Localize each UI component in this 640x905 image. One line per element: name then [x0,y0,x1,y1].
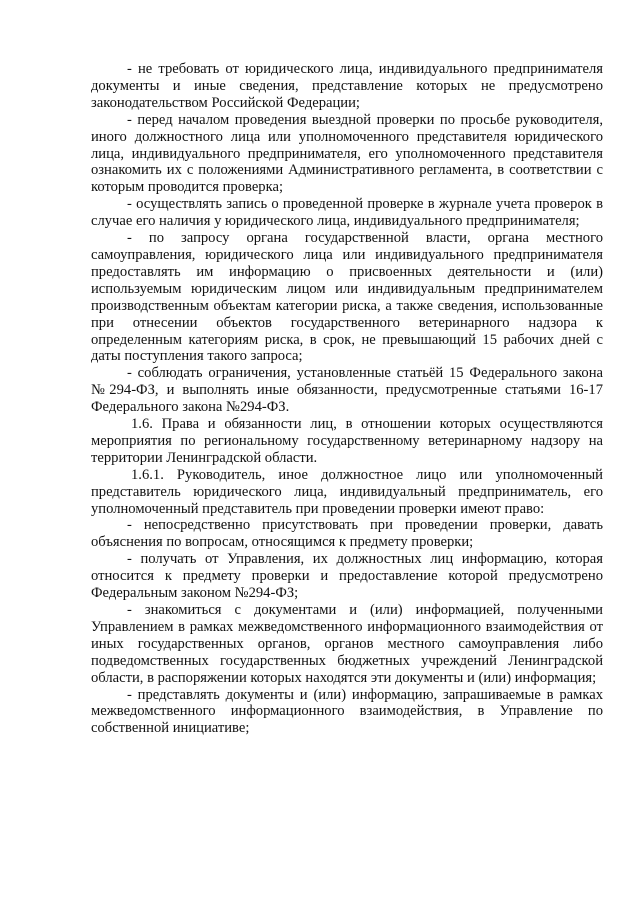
right-be-present: - непосредственно присутствовать при проведении проверки, давать объяснения по вопросам, относящимся к предмету проверки; [91,517,603,551]
obligation-no-extra-documents: - не требовать от юридического лица, индивидуального предпринимателя документы и иные сведения, представление которых не предусмотрено законодательством Российской Федерации; [91,61,603,111]
document-page [91,61,603,737]
section-1-6-heading: 1.6. Права и обязанности лиц, в отношении которых осуществляются мероприятия по региональному государственному ветеринарному надзору на территории Ленинградской области. [91,416,603,466]
obligation-risk-category-info: - по запросу органа государственной власти, органа местного самоуправления, юридического лица или индивидуального предпринимателя предоставлять им информацию о присвоенных деятельности и (или) используемым юридическим лицом или индивидуальным предпринимателем производственным объектам категории риска, а также сведения, использованные при отнесении объектов государственного ветеринарного надзора к определенным категориям риска, в срок, не превышающий 15 рабочих дней с даты поступления такого запроса; [91,230,603,365]
section-1-6-1-rights-intro: 1.6.1. Руководитель, иное должностное лицо или уполномоченный представитель юридического лица, индивидуальный предприниматель, его уполномоченный представитель при проведении проверки имеют право: [91,466,603,517]
right-review-documents: - знакомиться с документами и (или) информацией, полученными Управлением в рамках межведомственного информационного взаимодействия от иных государственных органов, органов местного самоуправления либо подведомственных государственных бюджетных учреждений Ленинградской области, в распоряжении которых находятся эти документы и (или) информация; [91,602,603,686]
right-receive-information: - получать от Управления, их должностных лиц информацию, которая относится к предмету проверки и предоставление которой предусмотрено Федеральным законом №294-ФЗ; [91,551,603,602]
obligation-familiarize-regulation: - перед началом проведения выездной проверки по просьбе руководителя, иного должностного лица или уполномоченного представителя юридического лица, индивидуального предпринимателя, его уполномоченного представителя ознакомить их с положениями Административного регламента, в соответствии с которым проводится проверка; [91,111,603,196]
obligation-journal-record: - осуществлять запись о проведенной проверке в журнале учета проверок в случае его наличия у юридического лица, индивидуального предпринимателя; [91,196,603,230]
obligation-restrictions: - соблюдать ограничения, установленные статьёй 15 Федерального закона №294-ФЗ, и выполнять иные обязанности, предусмотренные статьями 16-17 Федерального закона №294-ФЗ. [91,365,603,416]
right-submit-documents: - представлять документы и (или) информацию, запрашиваемые в рамках межведомственного информационного взаимодействия, в Управление по собственной инициативе; [91,686,603,737]
